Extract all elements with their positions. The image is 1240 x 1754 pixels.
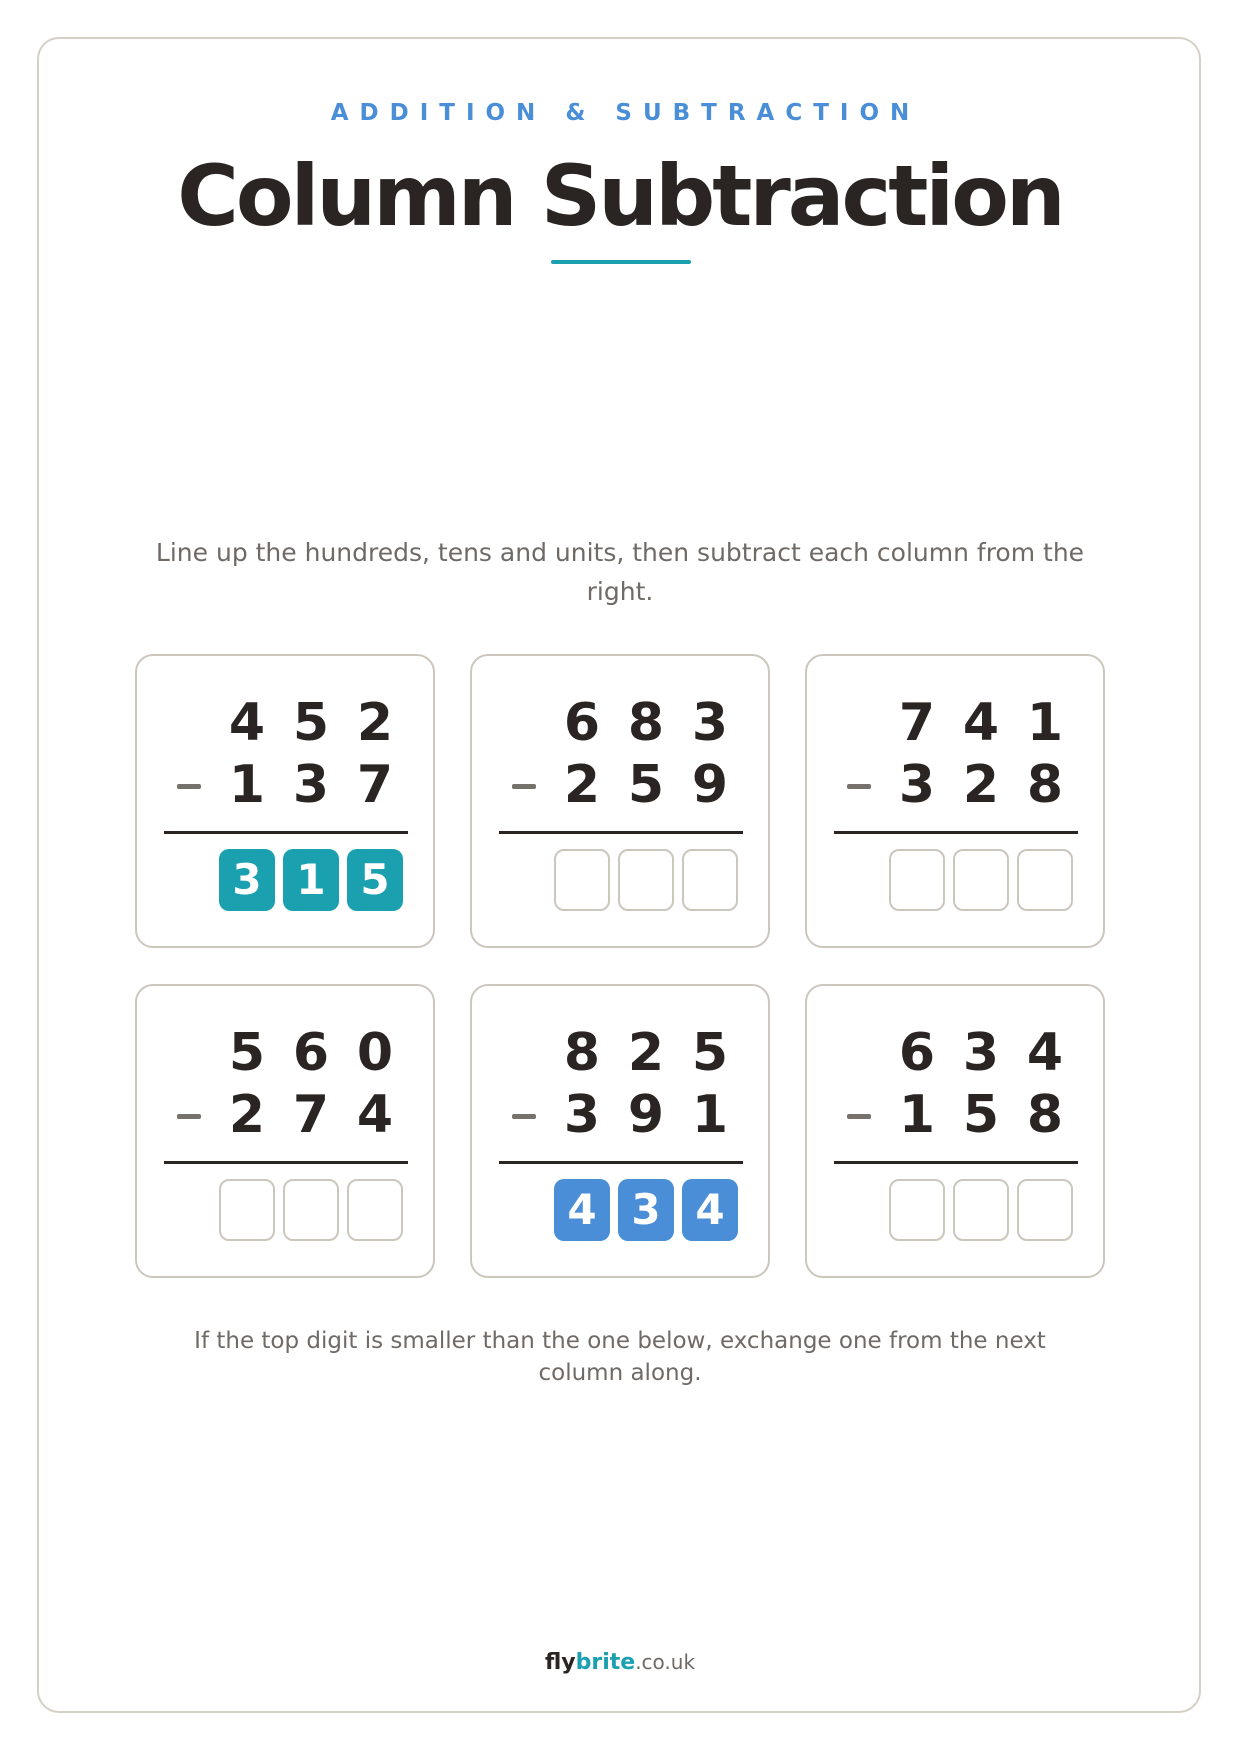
instruction-text: Line up the hundreds, tens and units, then subtract each column from the right.	[155, 538, 1085, 606]
bottom-digit: 8	[1026, 1085, 1064, 1145]
top-digit: 2	[356, 693, 394, 753]
top-digit: 4	[962, 693, 1000, 753]
bottom-digit: 3	[898, 755, 936, 815]
top-digit: 4	[1026, 1023, 1064, 1083]
answer-line	[834, 831, 1078, 834]
answer-input-box[interactable]	[889, 1179, 945, 1241]
top-number	[807, 1022, 1107, 1084]
minus-sign	[512, 784, 536, 789]
top-digit: 6	[898, 1023, 936, 1083]
bottom-digit: 1	[898, 1085, 936, 1145]
answer-line	[164, 1161, 408, 1164]
top-number	[137, 1022, 437, 1084]
top-digit: 8	[563, 1023, 601, 1083]
bottom-digit: 5	[962, 1085, 1000, 1145]
answer-input-box[interactable]	[682, 849, 738, 911]
top-digit: 5	[228, 1023, 266, 1083]
brand-fly: fly	[544, 1650, 576, 1675]
answer-digit-box: 1	[283, 849, 339, 911]
bottom-digit: 9	[691, 755, 729, 815]
minus-sign	[847, 1114, 871, 1119]
hint-text: If the top digit is smaller than the one below, exchange one from the next column along.	[194, 1328, 1046, 1386]
bottom-number	[472, 1084, 772, 1146]
bottom-digit: 5	[627, 755, 665, 815]
answer-input-box[interactable]	[1017, 849, 1073, 911]
bottom-number	[472, 754, 772, 816]
top-number	[472, 1022, 772, 1084]
brand-brite: brite	[575, 1650, 636, 1675]
problem-card	[135, 984, 435, 1278]
answer-digit-box: 3	[618, 1179, 674, 1241]
answer-line	[834, 1161, 1078, 1164]
bottom-digit: 2	[228, 1085, 266, 1145]
top-digit: 5	[691, 1023, 729, 1083]
answer-input-box[interactable]	[618, 849, 674, 911]
bottom-digit: 7	[356, 755, 394, 815]
answer-digit-box: 4	[682, 1179, 738, 1241]
answer-line	[164, 831, 408, 834]
minus-sign	[177, 784, 201, 789]
bottom-digit: 9	[627, 1085, 665, 1145]
problem-grid	[135, 654, 1105, 1279]
bottom-number	[807, 1084, 1107, 1146]
brand-domain: .co.uk	[635, 1650, 696, 1674]
answer-input-box[interactable]	[554, 849, 610, 911]
answer-line	[499, 1161, 743, 1164]
bottom-number	[137, 754, 437, 816]
answer-input-box[interactable]	[953, 1179, 1009, 1241]
bottom-digit: 3	[292, 755, 330, 815]
eyebrow-heading: ADDITION & SUBTRACTION	[330, 100, 921, 126]
problem-card	[135, 654, 435, 948]
minus-sign	[177, 1114, 201, 1119]
answer-digit-box: 4	[554, 1179, 610, 1241]
answer-line	[499, 831, 743, 834]
answer-input-box[interactable]	[1017, 1179, 1073, 1241]
bottom-digit: 4	[356, 1085, 394, 1145]
answer-input-box[interactable]	[347, 1179, 403, 1241]
bottom-digit: 1	[228, 755, 266, 815]
top-number	[472, 692, 772, 754]
top-digit: 5	[292, 693, 330, 753]
bottom-digit: 8	[1026, 755, 1064, 815]
top-digit: 4	[228, 693, 266, 753]
bottom-digit: 2	[962, 755, 1000, 815]
answer-digit-box: 3	[219, 849, 275, 911]
problem-card	[805, 984, 1105, 1278]
bottom-number	[807, 754, 1107, 816]
answer-input-box[interactable]	[953, 849, 1009, 911]
top-digit: 6	[292, 1023, 330, 1083]
top-digit: 3	[691, 693, 729, 753]
top-digit: 7	[898, 693, 936, 753]
top-digit: 1	[1026, 693, 1064, 753]
top-number	[807, 692, 1107, 754]
title-underline	[551, 260, 691, 264]
answer-input-box[interactable]	[283, 1179, 339, 1241]
bottom-digit: 3	[563, 1085, 601, 1145]
top-digit: 3	[962, 1023, 1000, 1083]
answer-input-box[interactable]	[219, 1179, 275, 1241]
page-title: Column Subtraction	[177, 147, 1063, 245]
bottom-digit: 7	[292, 1085, 330, 1145]
minus-sign	[512, 1114, 536, 1119]
footer-brand	[0, 1650, 1240, 1675]
top-digit: 8	[627, 693, 665, 753]
bottom-number	[137, 1084, 437, 1146]
top-digit: 0	[356, 1023, 394, 1083]
top-digit: 2	[627, 1023, 665, 1083]
top-number	[137, 692, 437, 754]
top-digit: 6	[563, 693, 601, 753]
minus-sign	[847, 784, 871, 789]
bottom-digit: 2	[563, 755, 601, 815]
bottom-digit: 1	[691, 1085, 729, 1145]
problem-card	[470, 984, 770, 1278]
problem-card	[470, 654, 770, 948]
answer-digit-box: 5	[347, 849, 403, 911]
answer-input-box[interactable]	[889, 849, 945, 911]
problem-card	[805, 654, 1105, 948]
